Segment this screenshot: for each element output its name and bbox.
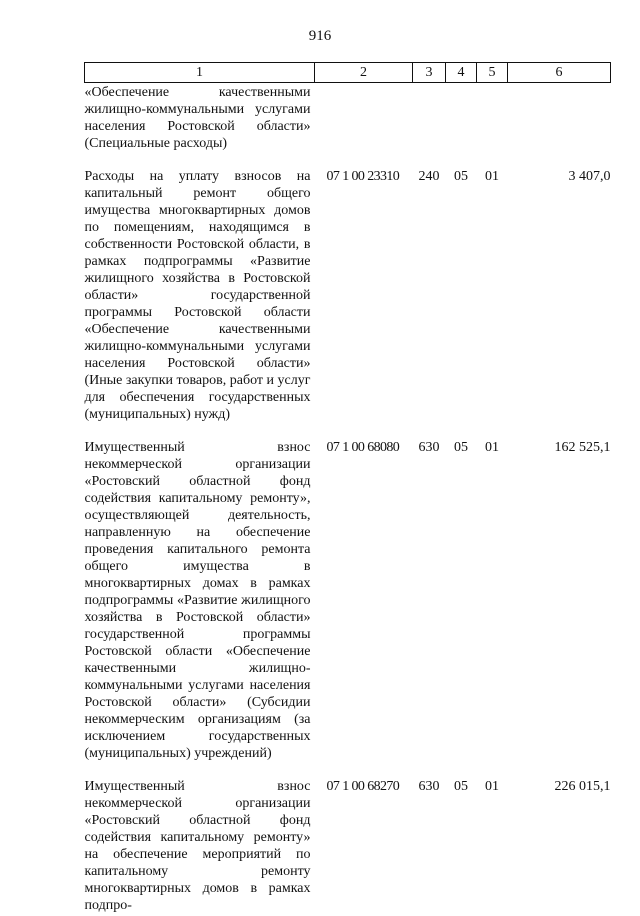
row-amount: 226 015,1: [508, 778, 611, 916]
row-amount: [508, 83, 611, 155]
header-cell-3: 3: [413, 63, 446, 83]
table-row: [85, 778, 611, 916]
row-amount: 162 525,1: [508, 439, 611, 764]
header-cell-6: 6: [508, 63, 611, 83]
table-row: [85, 168, 611, 425]
row-subsection: [477, 83, 508, 155]
table-row: [85, 439, 611, 764]
budget-table: [84, 62, 611, 916]
header-row: [85, 63, 611, 83]
row-section: [446, 83, 477, 155]
row-description: Имущественный взнос некоммерческой организации «Ростовский областной фонд содействия капитальному ремонту» на обеспечение мероприятий по капитальному ремонту многоквартирных домов в рамках подпро-: [85, 778, 315, 916]
row-description: Расходы на уплату взносов на капитальный ремонт общего имущества многоквартирных домов по помещениям, находящимся в собственности Ростовской области, в рамках подпрограммы «Развитие жилищного хозяйства в Ростовской области» государственной программы Ростовской области «Обеспечение качественными жилищно-коммунальными услугами населения Ростовской области» (Иные закупки товаров, работ и услуг для обеспечения государственных (муниципальных) нужд): [85, 168, 315, 425]
table-header: [85, 63, 611, 83]
row-section: 05: [446, 778, 477, 916]
row-target-code: 07 1 00 68080: [315, 439, 413, 764]
row-expense-type: [413, 83, 446, 155]
row-subsection: 01: [477, 439, 508, 764]
row-section: 05: [446, 168, 477, 425]
row-description: Имущественный взнос некоммерческой организации «Ростовский областной фонд содействия капитальному ремонту», осуществляющей деятельность, направленную на обеспечение проведения капитального ремонта общего имущества в многоквартирных домах в рамках подпрограммы «Развитие жилищного хозяйства в Ростовской области» государственной программы Ростовской области «Обеспечение качественными жилищно-коммунальными услугами населения Ростовской области» (Субсидии некоммерческим организациям (за исключением государственных (муниципальных) учреждений): [85, 439, 315, 764]
header-cell-1: 1: [85, 63, 315, 83]
row-amount: 3 407,0: [508, 168, 611, 425]
table-row: [85, 83, 611, 155]
row-description: «Обеспечение качественными жилищно-коммунальными услугами населения Ростовской области» (Специальные расходы): [85, 83, 315, 155]
table-body: [85, 83, 611, 916]
header-cell-4: 4: [446, 63, 477, 83]
row-spacer: [85, 154, 611, 168]
row-subsection: 01: [477, 168, 508, 425]
row-spacer: [85, 764, 611, 778]
row-section: 05: [446, 439, 477, 764]
row-expense-type: 240: [413, 168, 446, 425]
row-spacer: [85, 425, 611, 439]
row-subsection: 01: [477, 778, 508, 916]
row-target-code: 07 1 00 68270: [315, 778, 413, 916]
page-number: 916: [0, 28, 640, 45]
row-target-code: [315, 83, 413, 155]
row-expense-type: 630: [413, 778, 446, 916]
row-target-code: 07 1 00 23310: [315, 168, 413, 425]
row-expense-type: 630: [413, 439, 446, 764]
header-cell-5: 5: [477, 63, 508, 83]
header-cell-2: 2: [315, 63, 413, 83]
